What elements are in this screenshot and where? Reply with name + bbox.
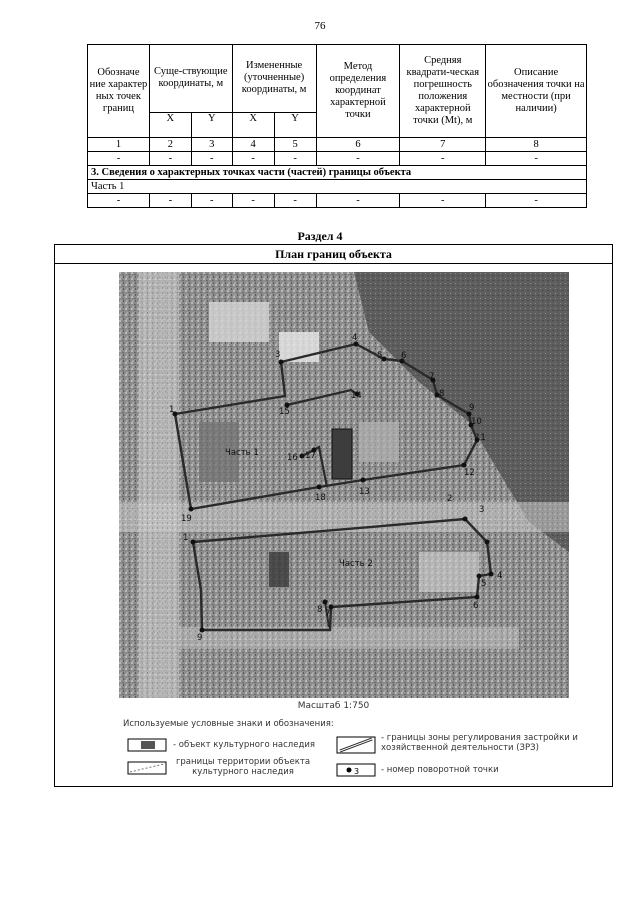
boundary-point xyxy=(323,600,328,605)
point-label: 7 xyxy=(325,609,331,619)
column-number: 2 xyxy=(149,138,191,152)
page-number: 76 xyxy=(314,20,326,32)
table-cell: - xyxy=(88,152,150,166)
legend-title: Используемые условные знаки и обозначения: xyxy=(123,719,334,729)
zone-boundary-symbol xyxy=(336,736,376,754)
header-error: Средняя квадрати-ческая погрешность положения характерной точки (Mt), м xyxy=(400,45,486,138)
header-x-updated: X xyxy=(232,112,274,137)
point-label: 5 xyxy=(481,579,487,589)
table-cell: - xyxy=(400,194,486,208)
territory-boundary-symbol xyxy=(127,761,167,775)
table-cell: - xyxy=(88,194,150,208)
table-cell: - xyxy=(232,152,274,166)
point-label: 4 xyxy=(352,333,358,343)
point-label: 5 xyxy=(377,351,383,361)
point-label: 6 xyxy=(473,601,479,611)
boundary-point xyxy=(300,454,305,459)
part-label: Часть 1 xyxy=(88,180,587,194)
map-scale: Масштаб 1:750 xyxy=(297,701,370,711)
header-y-existing: Y xyxy=(191,112,232,137)
boundary-point xyxy=(200,628,205,633)
table-cell: - xyxy=(191,194,232,208)
table-cell: - xyxy=(316,194,400,208)
turning-point-sample: 3 xyxy=(354,767,360,776)
header-existing-coords: Суще-ствующие координаты, м xyxy=(149,45,232,113)
boundary-point xyxy=(189,507,194,512)
table-cell: - xyxy=(149,152,191,166)
table-cell: - xyxy=(274,152,316,166)
boundary-point xyxy=(191,540,196,545)
header-updated-coords: Измененные (уточненные) координаты, м xyxy=(232,45,316,113)
boundary-point xyxy=(489,572,494,577)
legend-point-label: - номер поворотной точки xyxy=(381,765,499,775)
point-label: 6 xyxy=(401,351,407,361)
legend-territory-label: границы территории объекта культурного наследия xyxy=(175,757,311,777)
boundary-point xyxy=(475,595,480,600)
point-label: 15 xyxy=(279,407,290,417)
part-1-label: Часть 1 xyxy=(225,448,259,458)
plan-title: План границ объекта xyxy=(55,245,612,264)
point-label: 18 xyxy=(315,493,326,503)
header-x-existing: X xyxy=(149,112,191,137)
point-label: 9 xyxy=(197,633,203,643)
column-number: 1 xyxy=(88,138,150,152)
boundary-point xyxy=(462,463,467,468)
column-number: 6 xyxy=(316,138,400,152)
legend-zone-label: - границы зоны регулирования застройки и хозяйственной деятельности (ЗРЗ) xyxy=(381,733,578,753)
header-designation: Обозначе ние характер ных точек границ xyxy=(88,45,150,138)
column-number: 7 xyxy=(400,138,486,152)
table-cell: - xyxy=(400,152,486,166)
point-label: 19 xyxy=(181,514,192,524)
boundary-map xyxy=(119,272,569,698)
column-number: 3 xyxy=(191,138,232,152)
part-2-label: Часть 2 xyxy=(339,559,373,569)
point-label: 7 xyxy=(429,372,435,382)
point-label: 1 xyxy=(183,533,189,543)
column-number: 5 xyxy=(274,138,316,152)
point-label: 3 xyxy=(275,350,281,360)
table-cell: - xyxy=(274,194,316,208)
header-description: Описание обозначения точки на местности (при наличии) xyxy=(486,45,587,138)
section-title: Раздел 4 xyxy=(297,229,343,243)
header-y-updated: Y xyxy=(274,112,316,137)
heritage-object-symbol xyxy=(127,738,167,752)
point-label: 13 xyxy=(359,487,370,497)
coordinates-table xyxy=(87,44,587,208)
boundary-point xyxy=(477,574,482,579)
point-label: 12 xyxy=(464,468,475,478)
boundary-point xyxy=(463,517,468,522)
plan-frame xyxy=(54,244,613,787)
point-label: 16 xyxy=(287,453,298,463)
boundary-point xyxy=(361,478,366,483)
table-cell: - xyxy=(486,194,587,208)
section-3-heading: 3. Сведения о характерных точках части (частей) границы объекта xyxy=(88,166,587,180)
boundary-point xyxy=(317,485,322,490)
table-cell: - xyxy=(232,194,274,208)
header-method: Метод определения координат характерной точки xyxy=(316,45,400,138)
point-label: 9 xyxy=(469,403,475,413)
point-label: 10 xyxy=(471,417,482,427)
table-cell: - xyxy=(191,152,232,166)
table-cell: - xyxy=(486,152,587,166)
point-label: 4 xyxy=(497,571,503,581)
turning-point-symbol xyxy=(336,763,376,777)
table-cell: - xyxy=(149,194,191,208)
point-label: 14 xyxy=(351,391,362,401)
column-number: 8 xyxy=(486,138,587,152)
point-label: 8 xyxy=(317,605,323,615)
point-label: 2 xyxy=(447,494,453,504)
legend-heritage-label: - объект культурного наследия xyxy=(173,740,315,750)
boundary-point xyxy=(485,540,490,545)
boundary-point xyxy=(279,360,284,365)
point-label: 1 xyxy=(169,405,175,415)
point-label: 8 xyxy=(439,389,445,399)
column-number: 4 xyxy=(232,138,274,152)
table-cell: - xyxy=(316,152,400,166)
point-label: 11 xyxy=(475,433,486,443)
point-label: 3 xyxy=(479,505,485,515)
point-label: 17 xyxy=(305,451,316,461)
